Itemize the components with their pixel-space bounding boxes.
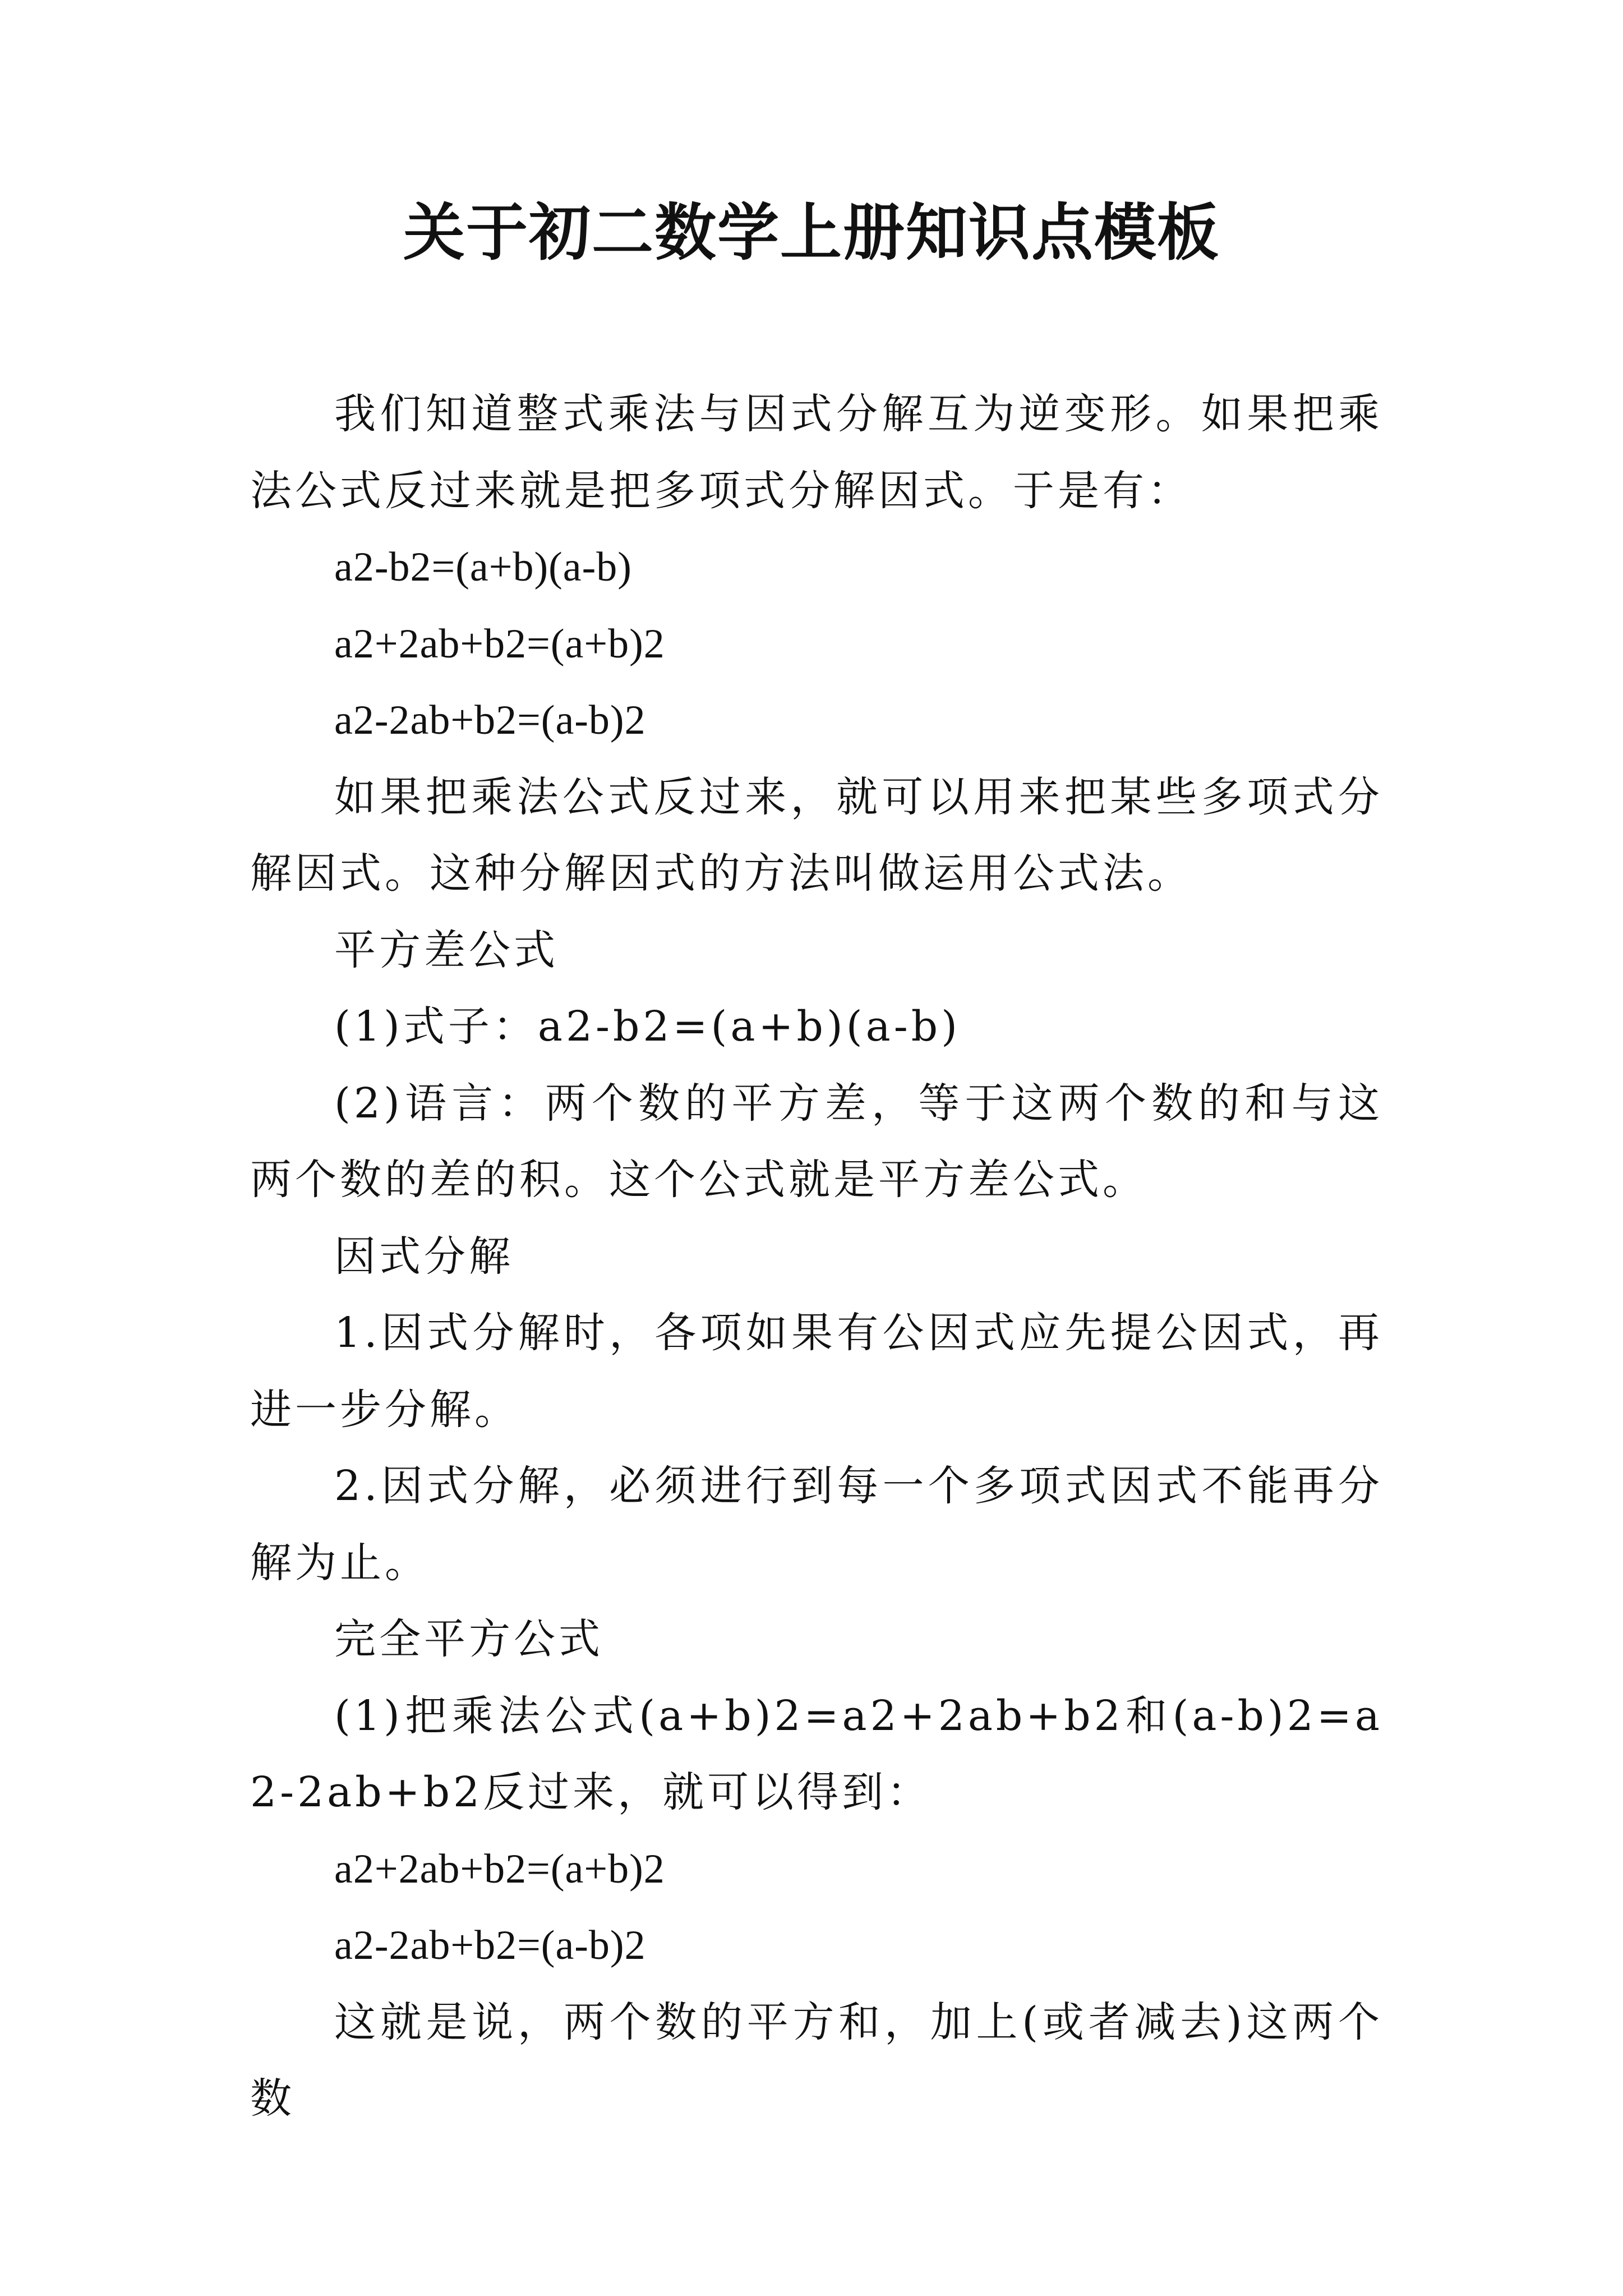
document-body [250,376,1383,2137]
formula-line: a2-b2=(a+b)(a-b) [334,544,632,590]
body-paragraph: 这就是说，两个数的平方和，加上(或者减去)这两个数 [250,1998,1383,2123]
body-paragraph: (1)把乘法公式(a+b)2=a2+2ab+b2和(a-b)2=a2-2ab+b2反过来，就可以得到： [250,1691,1383,1816]
section-heading: 平方差公式 [334,926,559,974]
body-paragraph: 我们知道整式乘法与因式分解互为逆变形。如果把乘法公式反过来就是把多项式分解因式。于是有： [250,390,1383,515]
formula-line: a2+2ab+b2=(a+b)2 [334,620,665,667]
body-paragraph: 如果把乘法公式反过来，就可以用来把某些多项式分解因式。这种分解因式的方法叫做运用公式法。 [250,772,1383,898]
body-paragraph: (2)语言：两个数的平方差，等于这两个数的和与这两个数的差的积。这个公式就是平方差公式。 [250,1079,1383,1204]
formula-line: a2-2ab+b2=(a-b)2 [334,1922,646,1968]
body-paragraph: 1.因式分解时，各项如果有公因式应先提公因式，再进一步分解。 [250,1309,1383,1434]
body-paragraph: (1)式子：a2-b2=(a+b)(a-b) [334,1002,961,1051]
formula-line: a2+2ab+b2=(a+b)2 [334,1846,665,1892]
formula-line: a2-2ab+b2=(a-b)2 [334,697,646,743]
section-heading: 因式分解 [334,1232,514,1281]
document-title: 关于初二数学上册知识点模板 [403,196,1220,269]
body-paragraph: 2.因式分解，必须进行到每一个多项式因式不能再分解为止。 [250,1462,1383,1587]
section-heading: 完全平方公式 [334,1615,603,1663]
